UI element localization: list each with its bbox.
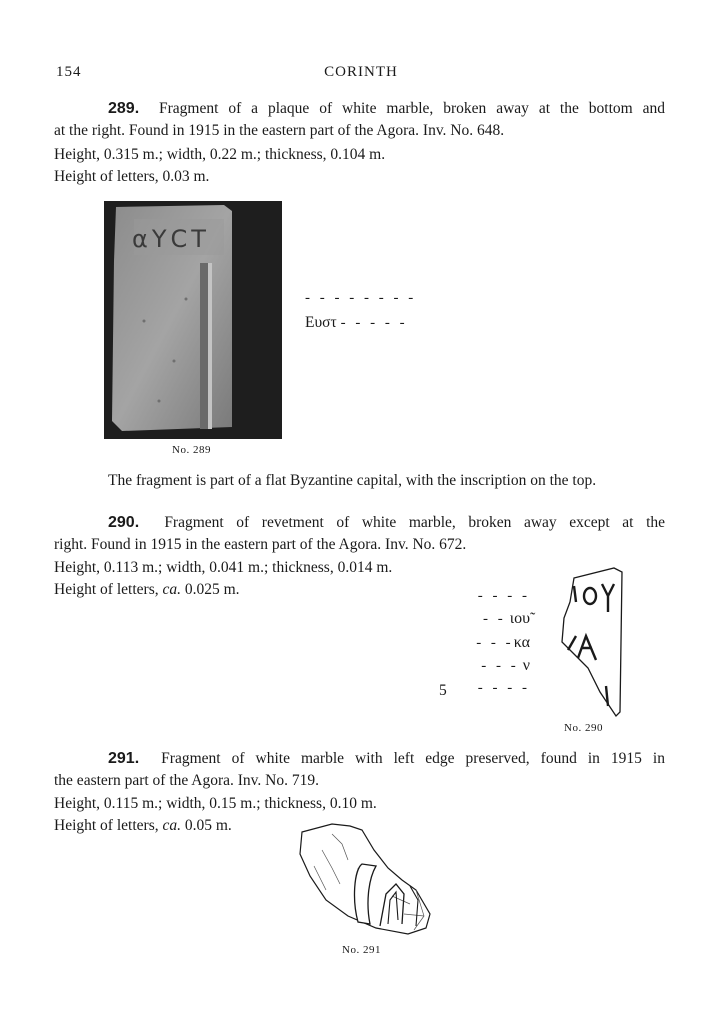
entry-291-first-line <box>108 748 665 770</box>
entry-number: 289. <box>108 100 140 117</box>
greek-text: ιου̃ <box>509 610 530 627</box>
entry-291-second-line: the eastern part of the Agora. Inv. No. 719. <box>54 772 319 789</box>
entry-291-dimensions: Height, 0.115 m.; width, 0.15 m.; thickness, 0.10 m. <box>54 795 377 812</box>
entry-text: Fragment of white marble with left edge preserved, found in 1915 in <box>161 750 665 767</box>
lacuna-dashes: - - - - <box>477 588 530 604</box>
entry-289-dimensions: Height, 0.315 m.; width, 0.22 m.; thickness, 0.104 m. <box>54 146 386 163</box>
text-line-2 <box>466 610 530 628</box>
letter-height-label: Height of letters, <box>54 581 159 598</box>
letter-height-label: Height of letters, <box>54 817 159 834</box>
figure-caption-291: No. 291 <box>342 944 381 956</box>
entry-290-second-line: right. Found in 1915 in the eastern part of the Agora. Inv. No. 672. <box>54 536 467 553</box>
line-number: 5 <box>439 682 447 699</box>
entry-289-first-line <box>108 98 665 120</box>
entry-289-letter-height: Height of letters, 0.03 m. <box>54 168 210 185</box>
entry-text: Fragment of revetment of white marble, broken away except at the <box>164 514 665 531</box>
entry-text: Fragment of a plaque of white marble, broken away at the bottom and <box>159 100 666 117</box>
greek-text: ν <box>522 657 530 674</box>
lacuna-dashes: - - <box>483 611 506 627</box>
fragment-290-drawing <box>548 562 632 722</box>
stone-inscription: αΥCΤ <box>132 225 210 253</box>
figure-caption-290: No. 290 <box>564 722 603 734</box>
fragment-291-drawing <box>292 820 442 940</box>
lacuna-line: - - - - - - - - <box>305 290 417 306</box>
entry-290-first-line <box>108 512 665 534</box>
letter-height-value: 0.05 m. <box>184 817 232 834</box>
entry-290-letter-height <box>54 579 240 601</box>
entry-number: 290. <box>108 514 140 531</box>
page-number: 154 <box>56 64 82 80</box>
transcription-text: Ευστ <box>305 314 337 331</box>
transcription-line <box>305 314 408 332</box>
text-line-3 <box>466 634 530 652</box>
lacuna-dashes: - - - - <box>477 680 530 696</box>
text-line-1 <box>466 588 530 605</box>
entry-290-dimensions: Height, 0.113 m.; width, 0.041 m.; thickness, 0.014 m. <box>54 559 393 576</box>
circa-abbrev: ca. <box>162 581 181 598</box>
entry-number: 291. <box>108 750 140 767</box>
fragment-289-photo <box>104 201 282 439</box>
entry-291-letter-height <box>54 815 232 837</box>
greek-text: κα <box>513 634 530 651</box>
entry-289-second-line: at the right. Found in 1915 in the eastern part of the Agora. Inv. No. 648. <box>54 122 505 139</box>
text-line-4 <box>466 657 530 675</box>
figure-caption-289: No. 289 <box>172 444 211 456</box>
letter-height-value: 0.025 m. <box>184 581 240 598</box>
entry-289-note: The fragment is part of a flat Byzantine capital, with the inscription on the top. <box>108 472 597 489</box>
lacuna-dashes: - - - <box>476 635 514 651</box>
lacuna-dashes: - - - <box>481 658 519 674</box>
lacuna-dashes: - - - - - <box>340 315 408 331</box>
running-title: CORINTH <box>324 64 398 80</box>
circa-abbrev: ca. <box>162 817 181 834</box>
text-line-5 <box>466 680 530 697</box>
